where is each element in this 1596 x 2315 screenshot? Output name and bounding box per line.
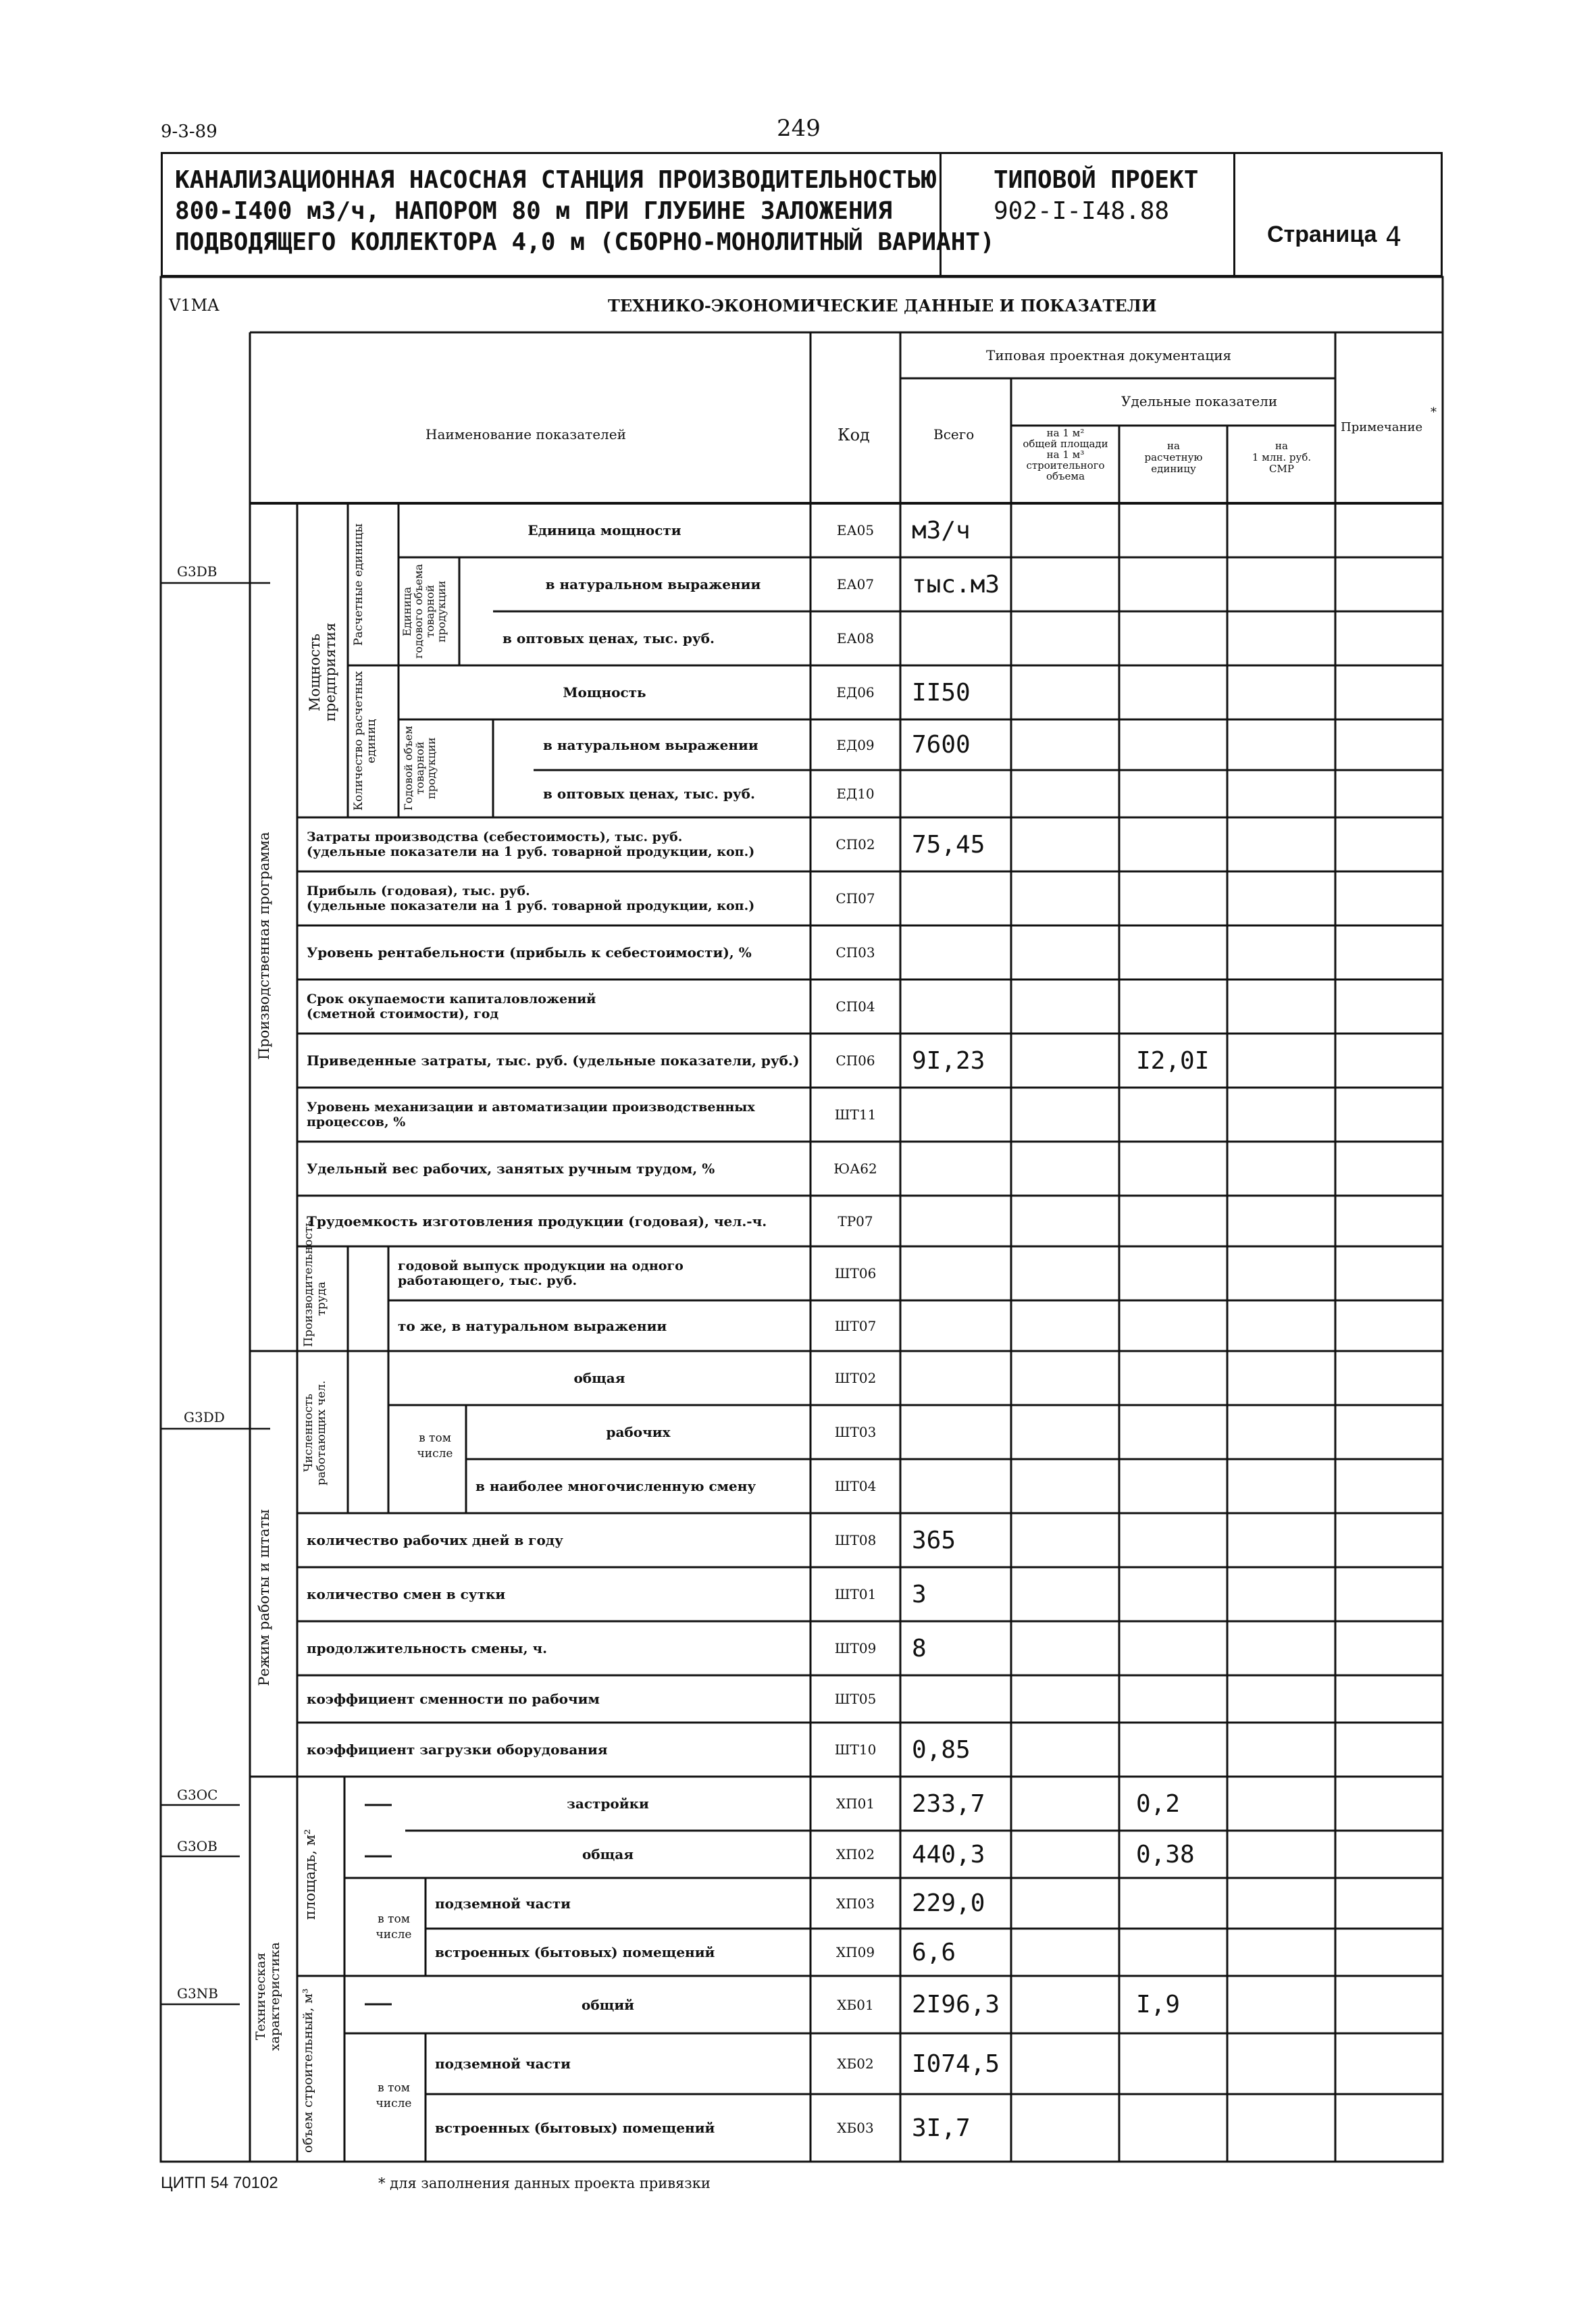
row-total <box>912 1405 1010 1459</box>
row-label: подземной части <box>435 2056 571 2072</box>
row-code: ХБ01 <box>837 1996 874 2013</box>
row-per-unit <box>1136 665 1227 719</box>
group-incl1: в том числе <box>417 1431 453 1460</box>
footnote: * для заполнения данных проекта привязки <box>378 2175 711 2191</box>
page-number: 249 <box>777 115 821 142</box>
row-per-unit <box>1136 871 1227 925</box>
row-code: ШТ02 <box>834 1370 877 1386</box>
row-per-unit <box>1136 1246 1227 1300</box>
col-head-note-mark: * <box>1431 405 1437 419</box>
row-per-unit <box>1136 1567 1227 1621</box>
footer-code: ЦИТП 54 70102 <box>161 2174 278 2192</box>
row-total <box>912 1675 1010 1723</box>
group-annual-unit: Единица годового объема товарной продукции <box>401 563 448 659</box>
row-code: ХП01 <box>835 1796 875 1812</box>
section-title: ТЕХНИКО-ЭКОНОМИЧЕСКИЕ ДАННЫЕ И ПОКАЗАТЕЛИ <box>608 296 1157 315</box>
group-tech: Техническая характеристика <box>253 1941 282 2051</box>
col-head-typical: Типовая проектная документация <box>986 347 1232 363</box>
col-head-per-unit: на расчетную единицу <box>1144 440 1203 475</box>
row-code: ЕД06 <box>836 684 875 701</box>
row-label: в оптовых ценах, тыс. руб. <box>503 630 715 646</box>
row-total: 3I,7 <box>912 2114 971 2142</box>
row-code: ХБ03 <box>837 2120 874 2136</box>
group-qty-calc: Количество расчетных единиц <box>352 671 378 811</box>
row-total: тыс.м3 <box>912 570 1000 599</box>
row-label: продолжительность смены, ч. <box>307 1640 548 1656</box>
row-total: I074,5 <box>912 2050 1000 2078</box>
row-code: ШТ11 <box>834 1106 877 1123</box>
row-per-unit <box>1136 1459 1227 1513</box>
row-label: Уровень механизации и автоматизации производственных процессов, % <box>307 1100 755 1129</box>
row-per-unit <box>1136 557 1227 611</box>
row-per-unit <box>1136 719 1227 770</box>
row-per-unit <box>1136 611 1227 665</box>
row-label: то же, в натуральном выражении <box>398 1317 667 1334</box>
row-label: общая <box>573 1370 625 1386</box>
row-label: Уровень рентабельности (прибыль к себестоимости), % <box>307 944 752 961</box>
row-label: коэффициент загрузки оборудования <box>307 1741 608 1758</box>
row-total <box>912 1246 1010 1300</box>
group-incl2: в том числе <box>376 1912 412 1941</box>
row-code: ШТ09 <box>834 1640 877 1656</box>
group-capacity: Мощность предприятия <box>307 622 338 722</box>
group-regime: Режим работы и штаты <box>256 1509 272 1686</box>
sheet-label: Страница <box>1267 222 1377 247</box>
row-code: ШТ07 <box>834 1317 877 1334</box>
row-label: Срок окупаемости капиталовложений (сметной стоимости), год <box>307 992 596 1021</box>
row-code: ШТ03 <box>834 1424 877 1440</box>
sheet-number: 4 <box>1385 222 1402 253</box>
row-code: ТР07 <box>838 1213 873 1229</box>
row-total: 233,7 <box>912 1789 985 1818</box>
row-total: 0,85 <box>912 1735 971 1764</box>
group-staff: Численность работающих чел. <box>302 1380 328 1485</box>
row-code: ЮА62 <box>833 1161 877 1177</box>
row-per-unit <box>1136 1196 1227 1246</box>
col-head-per-mln: на 1 млн. руб. СМР <box>1252 440 1312 475</box>
row-label: Приведенные затраты, тыс. руб. (удельные показатели, руб.) <box>307 1052 800 1069</box>
row-label: годовой выпуск продукции на одного работающего, тыс. руб. <box>398 1258 684 1288</box>
row-label: Единица мощности <box>527 522 681 538</box>
col-head-total: Всего <box>933 426 975 442</box>
row-total <box>912 1196 1010 1246</box>
row-total: 9I,23 <box>912 1046 985 1075</box>
section-code: V1MA <box>169 296 220 315</box>
row-code: ХП02 <box>835 1846 875 1862</box>
row-total <box>912 1088 1010 1142</box>
row-total <box>912 980 1010 1034</box>
col-head-specific: Удельные показатели <box>1121 393 1278 409</box>
row-per-unit <box>1136 1621 1227 1675</box>
row-label: общая <box>582 1846 634 1862</box>
row-code: ШТ06 <box>834 1265 877 1281</box>
row-code: ШТ08 <box>834 1532 877 1548</box>
row-per-unit <box>1136 1088 1227 1142</box>
row-per-unit <box>1136 817 1227 871</box>
row-label: Удельный вес рабочих, занятых ручным трудом, % <box>307 1161 715 1177</box>
side-code-g3oc: G3OC <box>177 1787 218 1803</box>
row-per-unit <box>1136 2033 1227 2094</box>
row-code: ЕД09 <box>836 736 875 753</box>
row-per-unit <box>1136 1300 1227 1351</box>
col-head-per-m2: на 1 м² общей площади на 1 м³ строительного объема <box>1023 427 1108 482</box>
row-label: количество рабочих дней в году <box>307 1532 563 1548</box>
group-prod-program: Производственная программа <box>256 832 272 1060</box>
row-code: ЕД10 <box>836 786 875 802</box>
row-per-unit <box>1136 1723 1227 1777</box>
row-label: в натуральном выражении <box>545 576 761 592</box>
row-per-unit <box>1136 503 1227 557</box>
row-label: Прибыль (годовая), тыс. руб. (удельные показатели на 1 руб. товарной продукции, коп.) <box>307 884 755 913</box>
row-per-unit <box>1136 925 1227 980</box>
row-code: СП02 <box>835 836 875 853</box>
row-per-unit <box>1136 770 1227 817</box>
row-total <box>912 770 1010 817</box>
row-per-unit <box>1136 1351 1227 1405</box>
row-per-unit <box>1136 1405 1227 1459</box>
row-code: ЕА05 <box>836 522 875 538</box>
row-total: 7600 <box>912 731 971 759</box>
row-code: ШТ04 <box>834 1478 877 1494</box>
row-per-unit: I2,0I <box>1136 1046 1210 1075</box>
row-label: Мощность <box>563 684 646 701</box>
row-label: застройки <box>567 1796 649 1812</box>
title-line-3: ПОДВОДЯЩЕГО КОЛЛЕКТОРА 4,0 м (СБОРНО-МОНОЛИТНЫЙ ВАРИАНТ) <box>175 228 995 256</box>
side-code-g3db: G3DB <box>177 563 217 580</box>
row-per-unit <box>1136 1142 1227 1196</box>
row-label: подземной части <box>435 1895 571 1912</box>
col-head-name: Наименование показателей <box>426 426 626 442</box>
side-code-g3dd: G3DD <box>184 1409 225 1425</box>
row-total <box>912 1459 1010 1513</box>
row-code: СП04 <box>835 998 875 1015</box>
row-total <box>912 1142 1010 1196</box>
side-code-g3nb: G3NB <box>177 1985 218 2002</box>
row-per-unit: 0,2 <box>1136 1789 1181 1818</box>
row-total: 3 <box>912 1580 927 1608</box>
row-code: ХП03 <box>835 1895 875 1912</box>
row-code: СП06 <box>835 1052 875 1069</box>
row-total: м3/ч <box>912 516 971 544</box>
row-per-unit <box>1136 1929 1227 1976</box>
row-label: в наиболее многочисленную смену <box>475 1478 756 1494</box>
row-code: ЕА07 <box>836 576 875 592</box>
project-label: ТИПОВОЙ ПРОЕКТ <box>994 166 1199 194</box>
row-per-unit: 0,38 <box>1136 1840 1195 1868</box>
col-head-code: Код <box>838 426 870 444</box>
row-total: 365 <box>912 1526 956 1554</box>
row-total: 440,3 <box>912 1840 985 1868</box>
row-code: ШТ01 <box>834 1586 877 1602</box>
group-incl3: в том числе <box>376 2081 412 2110</box>
row-code: ШТ10 <box>834 1741 877 1758</box>
row-code: ШТ05 <box>834 1691 877 1707</box>
row-label: в оптовых ценах, тыс. руб. <box>543 786 755 802</box>
title-line-2: 800-I400 м3/ч, НАПОРОМ 80 м ПРИ ГЛУБИНЕ ЗАЛОЖЕНИЯ <box>175 197 893 225</box>
row-per-unit <box>1136 2094 1227 2162</box>
row-code: ХП09 <box>835 1944 875 1960</box>
row-total <box>912 611 1010 665</box>
row-code: ЕА08 <box>836 630 875 646</box>
row-total: 6,6 <box>912 1938 956 1966</box>
row-per-unit <box>1136 1878 1227 1929</box>
row-total <box>912 1300 1010 1351</box>
col-head-note: Примечание <box>1341 420 1423 434</box>
group-calc-units: Расчетные единицы <box>352 523 365 646</box>
row-label: в натуральном выражении <box>543 736 758 753</box>
group-volume: объем строительный, м³ <box>301 1988 315 2153</box>
group-labour-prod: Производительность труда <box>302 1220 328 1347</box>
row-total <box>912 1351 1010 1405</box>
row-per-unit <box>1136 980 1227 1034</box>
corner-code: 9-3-89 <box>161 122 217 142</box>
row-total: 2I96,3 <box>912 1991 1000 2018</box>
row-label: рабочих <box>606 1424 671 1440</box>
row-per-unit <box>1136 1675 1227 1723</box>
row-total: 229,0 <box>912 1889 985 1917</box>
row-total: 75,45 <box>912 830 985 859</box>
row-label: встроенных (бытовых) помещений <box>435 2120 715 2136</box>
row-label: встроенных (бытовых) помещений <box>435 1944 715 1960</box>
side-code-g3ob: G3OB <box>177 1838 217 1854</box>
group-area: площадь, м² <box>302 1829 318 1920</box>
row-label: количество смен в сутки <box>307 1586 506 1602</box>
row-label: Затраты производства (себестоимость), тыс. руб. (удельные показатели на 1 руб. товарной продукции, коп.) <box>307 830 755 859</box>
row-label: Трудоемкость изготовления продукции (годовая), чел.-ч. <box>307 1213 767 1229</box>
row-label: коэффициент сменности по рабочим <box>307 1691 600 1707</box>
row-total <box>912 871 1010 925</box>
project-code: 902-I-I48.88 <box>994 197 1170 225</box>
group-annual-volume: Годовой объем товарной продукции <box>402 726 438 811</box>
row-total: 8 <box>912 1634 927 1662</box>
row-label: общий <box>582 1996 634 2013</box>
row-code: ХБ02 <box>837 2056 874 2072</box>
row-total: II50 <box>912 678 971 707</box>
title-line-1: КАНАЛИЗАЦИОННАЯ НАСОСНАЯ СТАНЦИЯ ПРОИЗВОДИТЕЛЬНОСТЬЮ <box>175 166 937 194</box>
row-total <box>912 925 1010 980</box>
row-code: СП07 <box>835 890 875 907</box>
row-code: СП03 <box>835 944 875 961</box>
row-per-unit <box>1136 1513 1227 1567</box>
row-per-unit: I,9 <box>1136 1991 1181 2018</box>
